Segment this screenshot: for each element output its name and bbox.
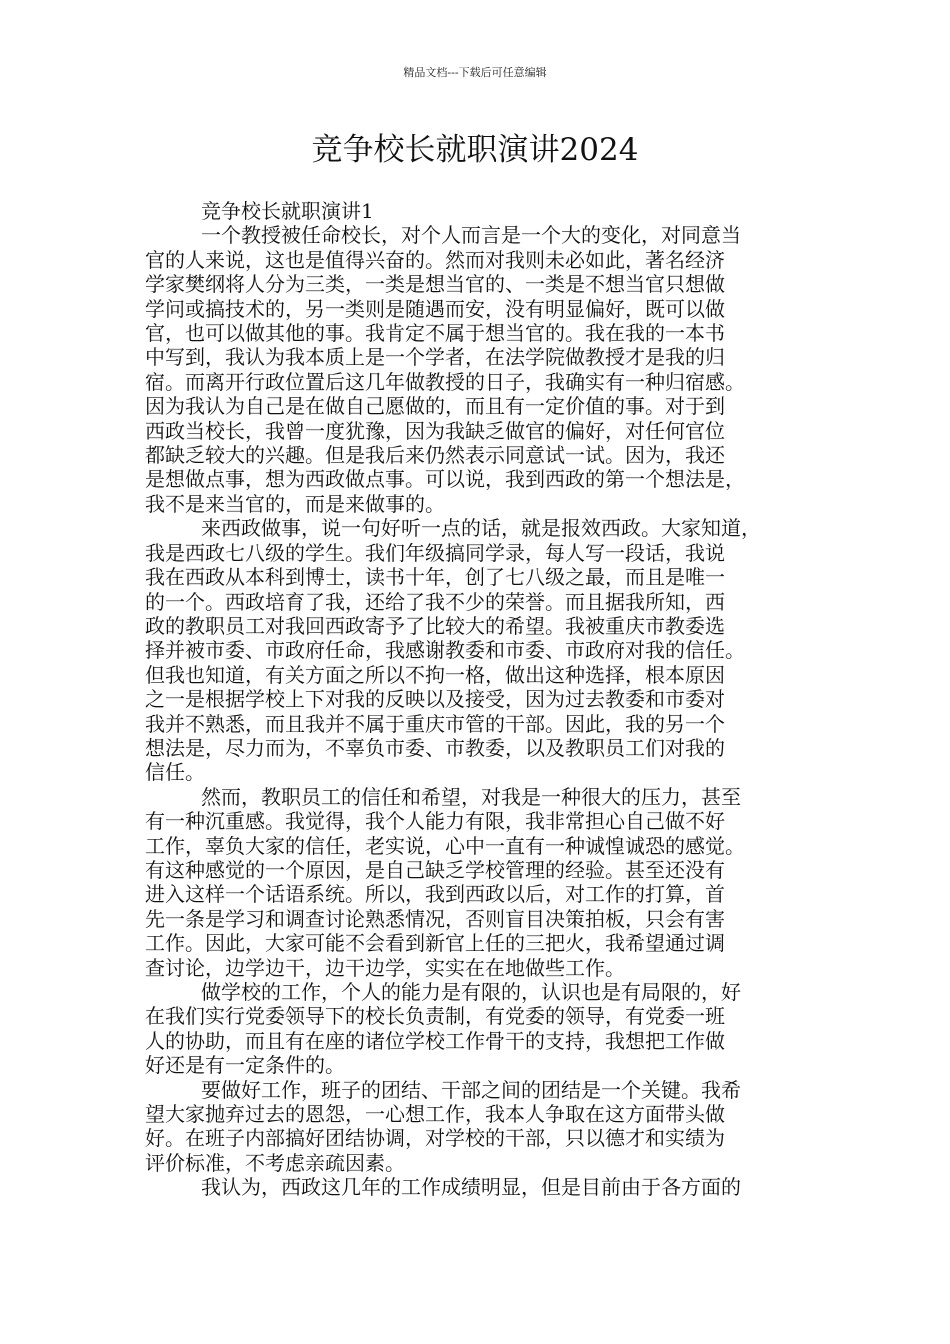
paragraph-line: 一个教授被任命校长，对个人而言是一个大的变化，对同意当 bbox=[201, 223, 741, 248]
paragraph-line: 评价标准，不考虑亲疏因素。 bbox=[145, 1150, 405, 1175]
paragraph bbox=[145, 785, 805, 980]
paragraph-line: 工作，辜负大家的信任，老实说，心中一直有一种诚惶诚恐的感觉。 bbox=[145, 833, 745, 858]
paragraph-line: 学问或搞技术的，另一类则是随遇而安，没有明显偏好，既可以做 bbox=[145, 296, 725, 321]
paragraph-line: 想法是，尽力而为，不辜负市委、市教委，以及教职员工们对我的 bbox=[145, 735, 725, 760]
paragraph-line: 之一是根据学校上下对我的反映以及接受，因为过去教委和市委对 bbox=[145, 687, 725, 712]
paragraph-line: 我在西政从本科到博士，读书十年，创了七八级之最，而且是唯一 bbox=[145, 565, 725, 590]
paragraph bbox=[145, 223, 805, 516]
section-heading: 竞争校长就职演讲1 bbox=[201, 199, 374, 223]
document-title: 竞争校长就职演讲2024 bbox=[311, 132, 639, 168]
paragraph-line: 进入这样一个话语系统。所以，我到西政以后，对工作的打算，首 bbox=[145, 882, 725, 907]
paragraph-line: 学家樊纲将人分为三类，一类是想当官的、一类是不想当官只想做 bbox=[145, 272, 725, 297]
paragraph-line: 有这种感觉的一个原因，是自己缺乏学校管理的经验。甚至还没有 bbox=[145, 857, 725, 882]
paragraph-line: 工作。因此，大家可能不会看到新官上任的三把火，我希望通过调 bbox=[145, 931, 725, 956]
paragraph-line: 做学校的工作，个人的能力是有限的，认识也是有局限的，好 bbox=[201, 980, 741, 1004]
paragraph-line: 因为我认为自己是在做自己愿做的，而且有一定价值的事。对于到 bbox=[145, 394, 725, 419]
paragraph-line: 我认为，西政这几年的工作成绩明显，但是目前由于各方面的 bbox=[201, 1175, 741, 1200]
paragraphs-container bbox=[145, 223, 805, 1199]
paragraph bbox=[145, 1078, 805, 1176]
paragraph-line: 我不是来当官的，而是来做事的。 bbox=[145, 491, 445, 516]
paragraph-line: 西政当校长，我曾一度犹豫，因为我缺乏做官的偏好，对任何官位 bbox=[145, 418, 725, 443]
paragraph-line: 好。在班子内部搞好团结协调，对学校的干部，只以德才和实绩为 bbox=[145, 1126, 725, 1151]
paragraph-line: 择并被市委、市政府任命，我感谢教委和市委、市政府对我的信任。 bbox=[145, 638, 745, 663]
paragraph-line: 有一种沉重感。我觉得，我个人能力有限，我非常担心自己做不好 bbox=[145, 809, 725, 834]
paragraph-line: 但我也知道，有关方面之所以不拘一格，做出这种选择，根本原因 bbox=[145, 662, 725, 687]
page-header: 精品文档---下载后可任意编辑 bbox=[403, 66, 547, 79]
paragraph-line: 人的协助，而且有在座的诸位学校工作骨干的支持，我想把工作做 bbox=[145, 1028, 725, 1053]
paragraph-line: 都缺乏较大的兴趣。但是我后来仍然表示同意试一试。因为，我还 bbox=[145, 443, 725, 468]
paragraph-line: 的一个。西政培育了我，还给了我不少的荣誉。而且据我所知，西 bbox=[145, 589, 725, 614]
paragraph-line: 官，也可以做其他的事。我肯定不属于想当官的。我在我的一本书 bbox=[145, 321, 725, 346]
paragraph-line: 好还是有一定条件的。 bbox=[145, 1053, 345, 1078]
paragraph bbox=[145, 516, 805, 784]
paragraph-line: 先一条是学习和调查讨论熟悉情况，否则盲目决策拍板，只会有害 bbox=[145, 906, 725, 931]
paragraph-line: 我是西政七八级的学生。我们年级搞同学录，每人写一段话，我说 bbox=[145, 540, 725, 565]
paragraph-line: 来西政做事，说一句好听一点的话，就是报效西政。大家知道， bbox=[201, 516, 761, 541]
paragraph bbox=[145, 1175, 805, 1199]
paragraph-line: 宿。而离开行政位置后这几年做教授的日子，我确实有一种归宿感。 bbox=[145, 369, 745, 394]
paragraph-line: 我并不熟悉，而且我并不属于重庆市管的干部。因此，我的另一个 bbox=[145, 711, 725, 736]
paragraph-line: 查讨论，边学边干，边干边学，实实在在地做些工作。 bbox=[145, 955, 625, 980]
paragraph-line: 政的教职员工对我回西政寄予了比较大的希望。我被重庆市教委选 bbox=[145, 613, 725, 638]
paragraph-line: 然而，教职员工的信任和希望，对我是一种很大的压力，甚至 bbox=[201, 784, 741, 809]
paragraph-line: 信任。 bbox=[145, 760, 205, 785]
paragraph-line: 在我们实行党委领导下的校长负责制，有党委的领导，有党委一班 bbox=[145, 1004, 725, 1029]
paragraph-line: 中写到，我认为我本质上是一个学者，在法学院做教授才是我的归 bbox=[145, 345, 725, 370]
paragraph-line: 是想做点事，想为西政做点事。可以说，我到西政的第一个想法是， bbox=[145, 467, 745, 492]
document-body bbox=[145, 199, 805, 1200]
paragraph-line: 望大家抛弃过去的恩怨，一心想工作，我本人争取在这方面带头做 bbox=[145, 1102, 725, 1127]
paragraph bbox=[145, 980, 805, 1078]
paragraph-line: 要做好工作，班子的团结、干部之间的团结是一个关键。我希 bbox=[201, 1077, 741, 1102]
paragraph-line: 官的人来说，这也是值得兴奋的。然而对我则未必如此，著名经济 bbox=[145, 247, 725, 272]
